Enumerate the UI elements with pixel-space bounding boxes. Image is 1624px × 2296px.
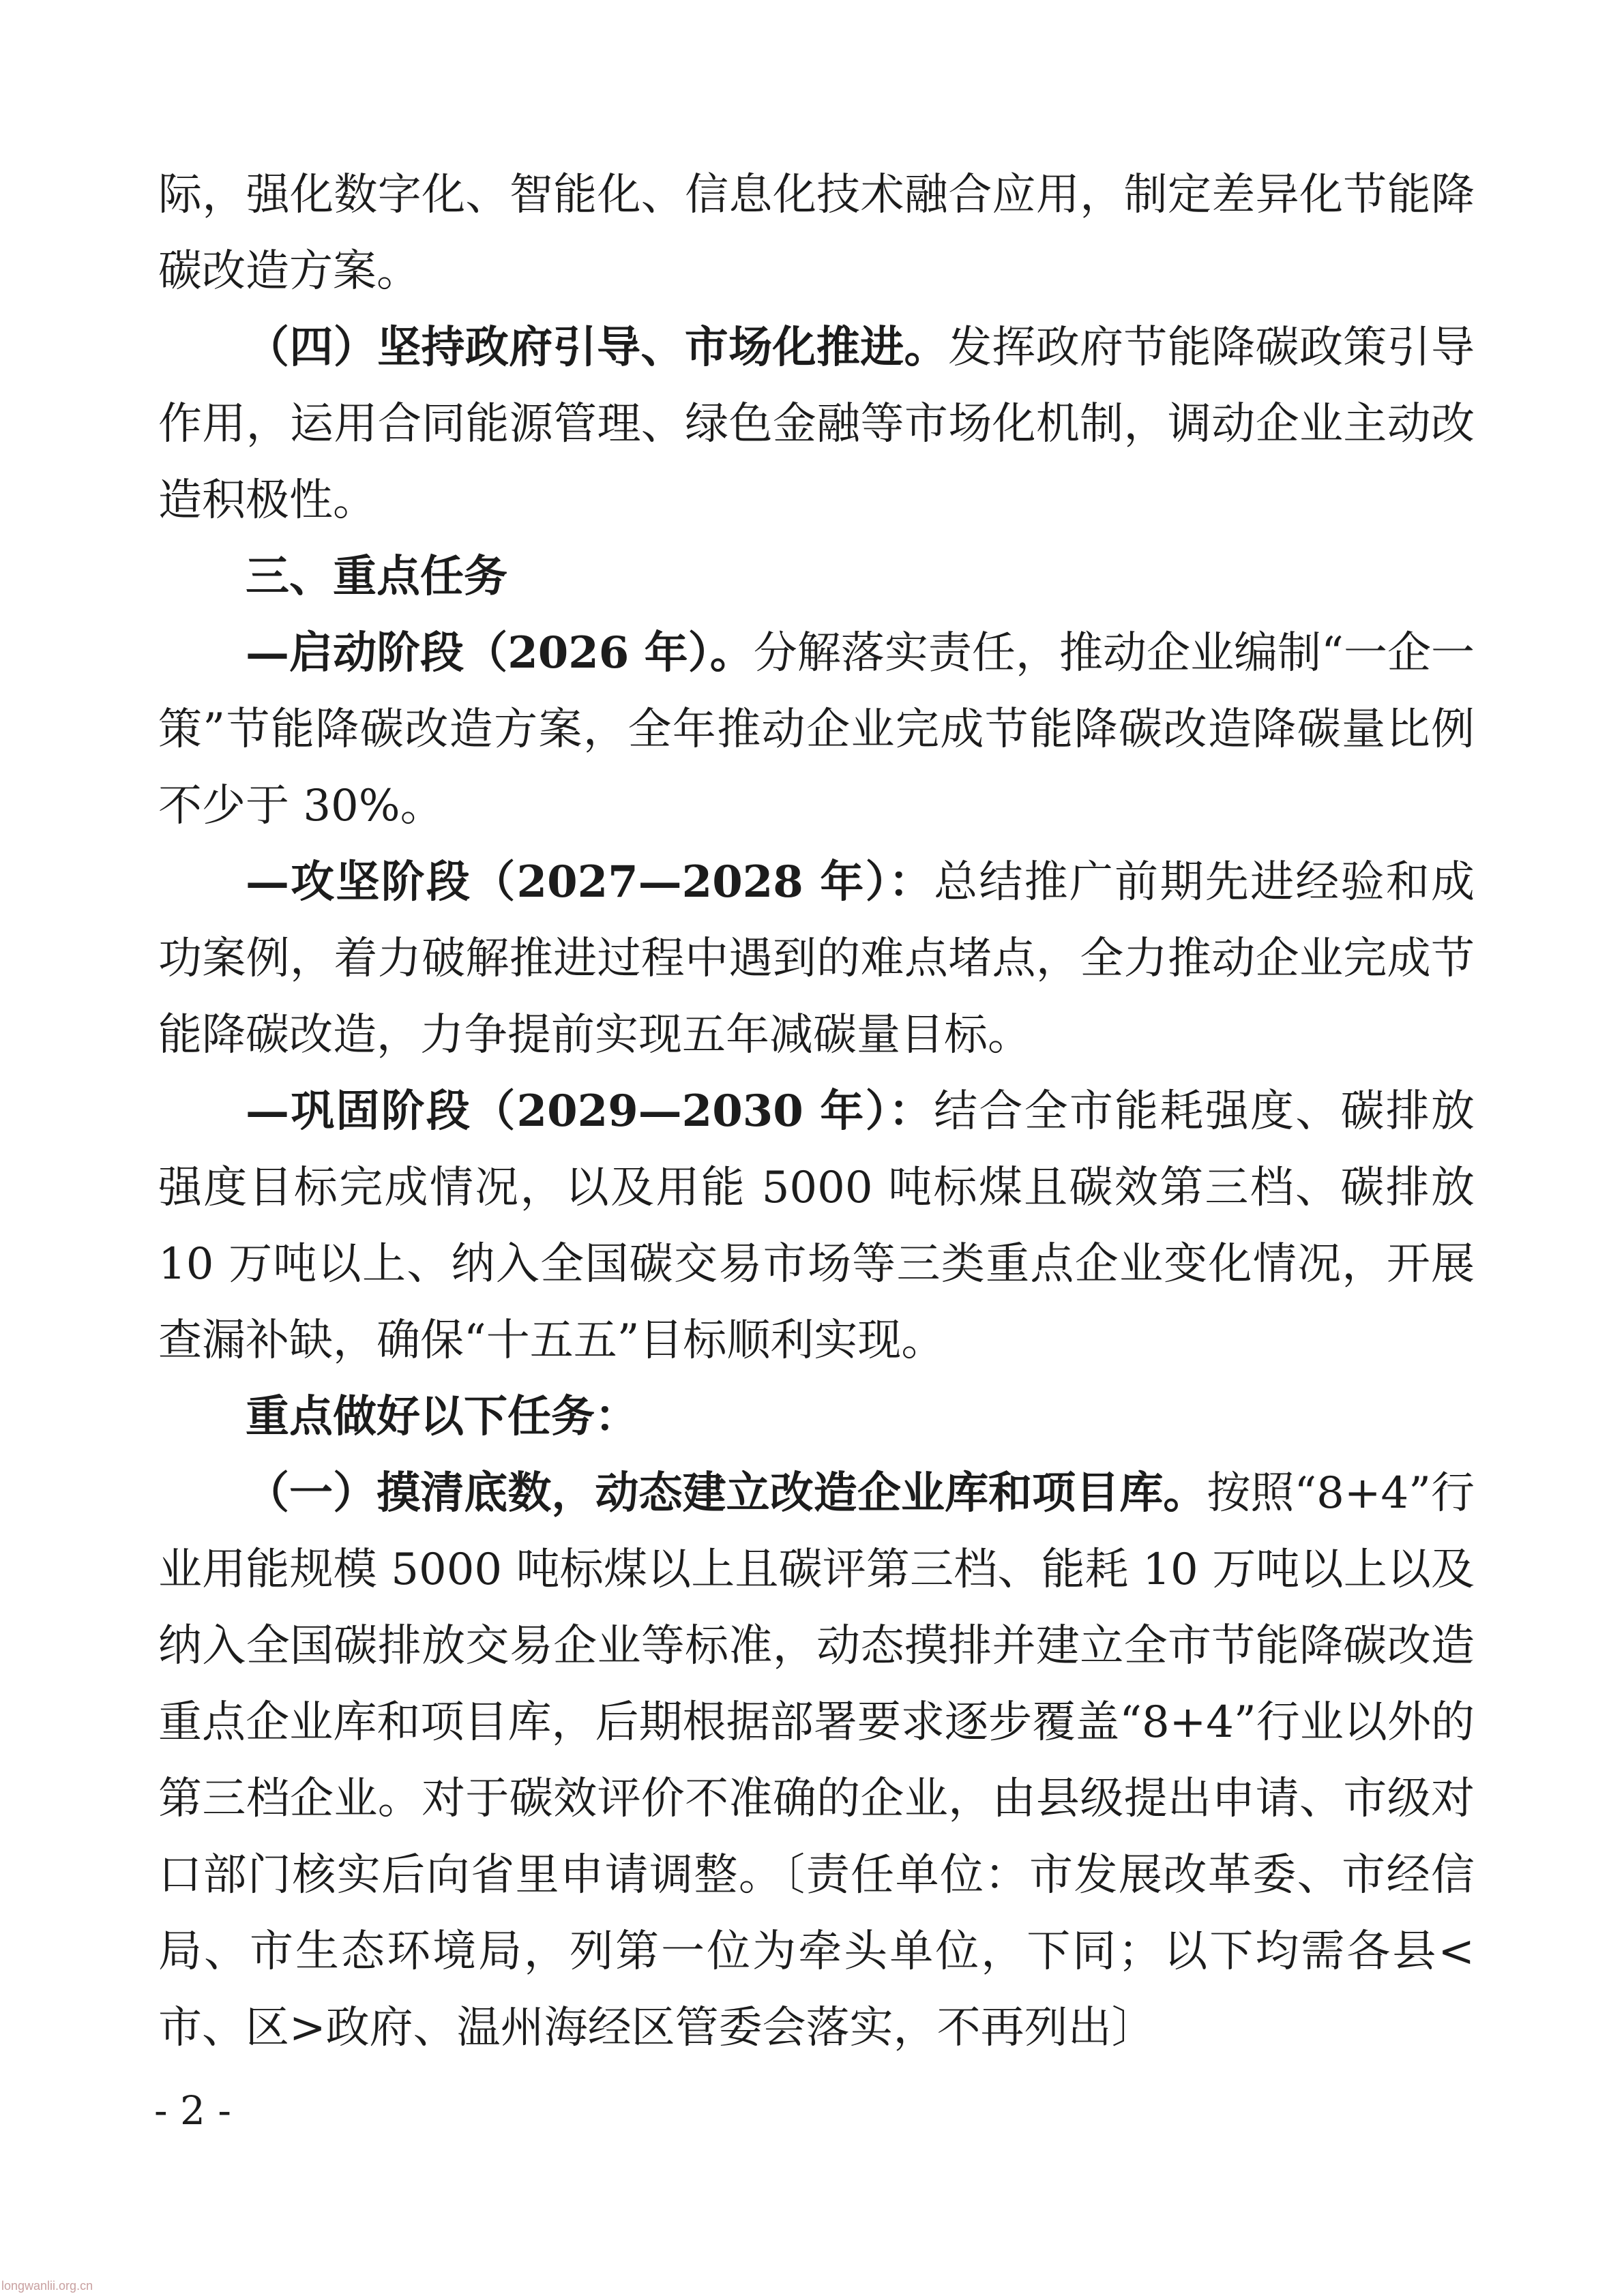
paragraph-tasks-intro	[158, 1379, 1475, 1455]
paragraph-lead: （一）摸清底数，动态建立改造企业库和项目库。	[246, 1468, 1207, 1519]
paragraph-text: 际，强化数字化、智能化、信息化技术融合应用，制定差异化节能降碳改造方案。	[158, 170, 1475, 297]
paragraph-lead: （四）坚持政府引导、市场化推进。	[246, 323, 948, 373]
paragraph-stage-start	[158, 615, 1475, 844]
paragraph-lead: —启动阶段（2026 年）。	[246, 627, 754, 679]
section-title: 三、重点任务	[246, 552, 507, 602]
paragraph-lead: —巩固阶段（2029—2030 年）：	[246, 1086, 934, 1137]
watermark-text: longwanlii.org.cn	[1, 2279, 93, 2293]
paragraph-text: 发挥政府节能降碳政策引导作用，运用合同能源管理、绿色金融等市场化机制，调动企业主动改造积极性。	[158, 323, 1475, 526]
paragraph-text: 分解落实责任，推动企业编制“一企一策”节能降碳改造方案，全年推动企业完成节能降碳改造降碳量比例不少于 30%。	[158, 628, 1475, 831]
paragraph-stage-consolidate	[158, 1073, 1475, 1379]
paragraph-task-one	[158, 1455, 1475, 2066]
paragraph-text: 总结推广前期先进经验和成功案例，着力破解推进过程中遇到的难点堵点，全力推动企业完成节能降碳改造，力争提前实现五年减碳量目标。	[158, 857, 1475, 1060]
paragraph-text: 按照“8+4”行业用能规模 5000 吨标煤以上且碳评第三档、能耗 10 万吨以上以及纳入全国碳排放交易企业等标准，动态摸排并建立全市节能降碳改造重点企业库和项目库，后期根据部署要求逐步覆盖“8+4”行业以外的第三档企业。对于碳效评价不准确的企业，由县级提出申请、市级对口部门核实后向省里申请调整。〔责任单位：市发展改革委、市经信局、市生态环境局，列第一位为牵头单位，下同；以下均需各县<市、区>政府、温州海经区管委会落实，不再列出〕	[158, 1468, 1475, 2053]
paragraph-text: 重点做好以下任务：	[246, 1392, 638, 1442]
paragraph-text: 结合全市能耗强度、碳排放强度目标完成情况，以及用能 5000 吨标煤且碳效第三档、碳排放 10 万吨以上、纳入全国碳交易市场等三类重点企业变化情况，开展查漏补缺，确保“十五五”目标顺利实现。	[158, 1086, 1475, 1366]
paragraph-continuation	[158, 157, 1475, 310]
paragraph-stage-attack	[158, 844, 1475, 1073]
page-number: - 2 -	[154, 2087, 231, 2134]
section-heading	[158, 539, 1475, 615]
paragraph-principle-four	[158, 310, 1475, 539]
paragraph-lead: —攻坚阶段（2027—2028 年）：	[246, 856, 934, 908]
